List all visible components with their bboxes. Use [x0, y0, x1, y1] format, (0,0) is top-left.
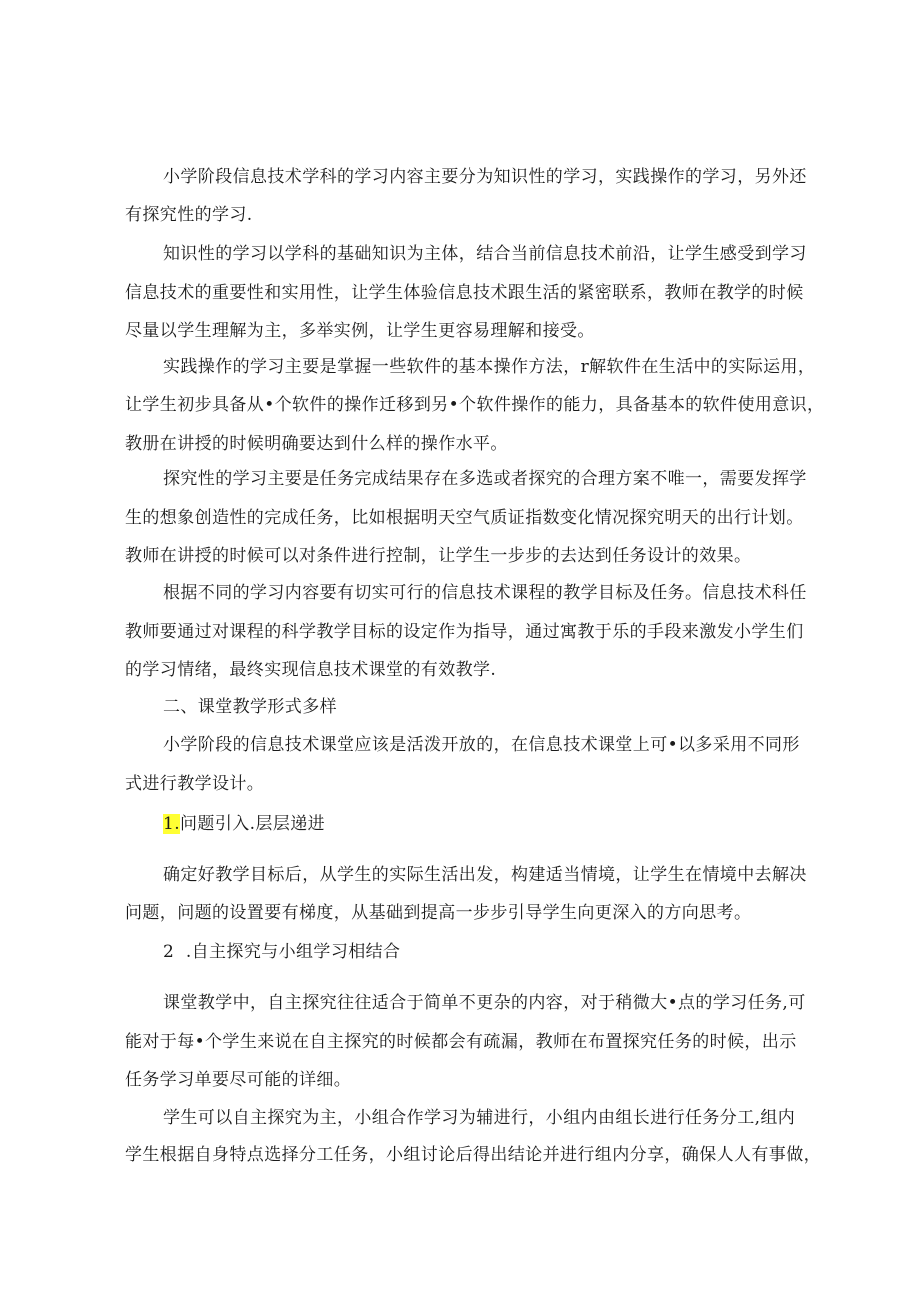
paragraph-line: 教册在讲授的时候明确要达到什么样的操作水平。 [125, 434, 508, 454]
paragraph-line: 学生根据自身特点选择分工任务，小组讨论后得出结论并进行组内分享，确保人人有事做， [125, 1145, 821, 1165]
paragraph-line: 根据不同的学习内容要有切实可行的信息技术课程的教学目标及任务。信息技术科任 [163, 583, 807, 603]
paragraph-line: 教师在讲授的时候可以对条件进行控制，让学生一步步的去达到任务设计的效果。 [125, 546, 752, 566]
paragraph-line: 式进行教学设计。 [125, 774, 265, 794]
paragraph-line: 尽量以学生理解为主，多举实例，让学生更容易理解和接受。 [125, 321, 595, 341]
paragraph-line: 学生可以自主探究为主，小组合作学习为辅进行，小组内由组长进行任务分工,组内 [163, 1108, 796, 1128]
subsection-heading [163, 814, 325, 834]
paragraph-line: 教师要通过对课程的科学教学目标的设定作为指导，通过寓教于乐的手段来激发小学生们 [125, 622, 804, 642]
paragraph-line: 实践操作的学习主要是掌握一些软件的基本操作方法，r解软件在生活中的实际运用， [163, 357, 816, 377]
paragraph-line: 小学阶段信息技术学科的学习内容主要分为知识性的学习，实践操作的学习，另外还 [163, 167, 807, 187]
subsection-heading-text: 问题引入.层层递进 [180, 814, 326, 834]
paragraph-line: 课堂教学中，自主探究往往适合于简单不更杂的内容，对于稍微大•点的学习任务,可 [163, 993, 806, 1013]
section-heading: 二、课堂教学形式多样 [163, 697, 337, 717]
paragraph-line: 问题，问题的设置要有梯度，从基础到提高一步步引导学生向更深入的方向思考。 [125, 903, 752, 923]
paragraph-line: 探究性的学习主要是任务完成结果存在多选或者探究的合理方案不唯一，需要发挥学 [163, 469, 807, 489]
paragraph-line: 的学习情绪，最终实现信息技术课堂的有效教学. [125, 660, 497, 680]
paragraph-line: 确定好教学目标后，从学生的实际生活出发，构建适当情境，让学生在情境中去解决 [163, 865, 807, 885]
paragraph-line: 让学生初步具备从•个软件的操作迁移到另•个软件操作的能力，具备基本的软件使用意识， [125, 395, 825, 415]
paragraph-line: 能对于每•个学生来说在自主探究的时候都会有疏漏，教师在布置探究任务的时候，出示 [125, 1032, 797, 1052]
paragraph-line: 小学阶段的信息技术课堂应该是活泼开放的，在信息技术课堂上可•以多采用不同形 [163, 735, 800, 755]
paragraph-line: 知识性的学习以学科的基础知识为主体，结合当前信息技术前沿，让学生感受到学习 [163, 244, 807, 264]
paragraph-line: 有探究性的学习. [125, 205, 253, 225]
paragraph-line: 信息技术的重要性和实用性，让学生体验信息技术跟生活的紧密联系，教师在教学的时候 [125, 283, 804, 303]
subsection-heading: 2 .自主探究与小组学习相结合 [163, 942, 401, 962]
paragraph-line: 生的想象创造性的完成任务，比如根据明天空气质证指数变化情况探究明天的出行计划。 [125, 508, 804, 528]
highlighted-number: 1. [163, 814, 181, 834]
paragraph-line: 任务学习单要尽可能的详细。 [125, 1070, 352, 1090]
